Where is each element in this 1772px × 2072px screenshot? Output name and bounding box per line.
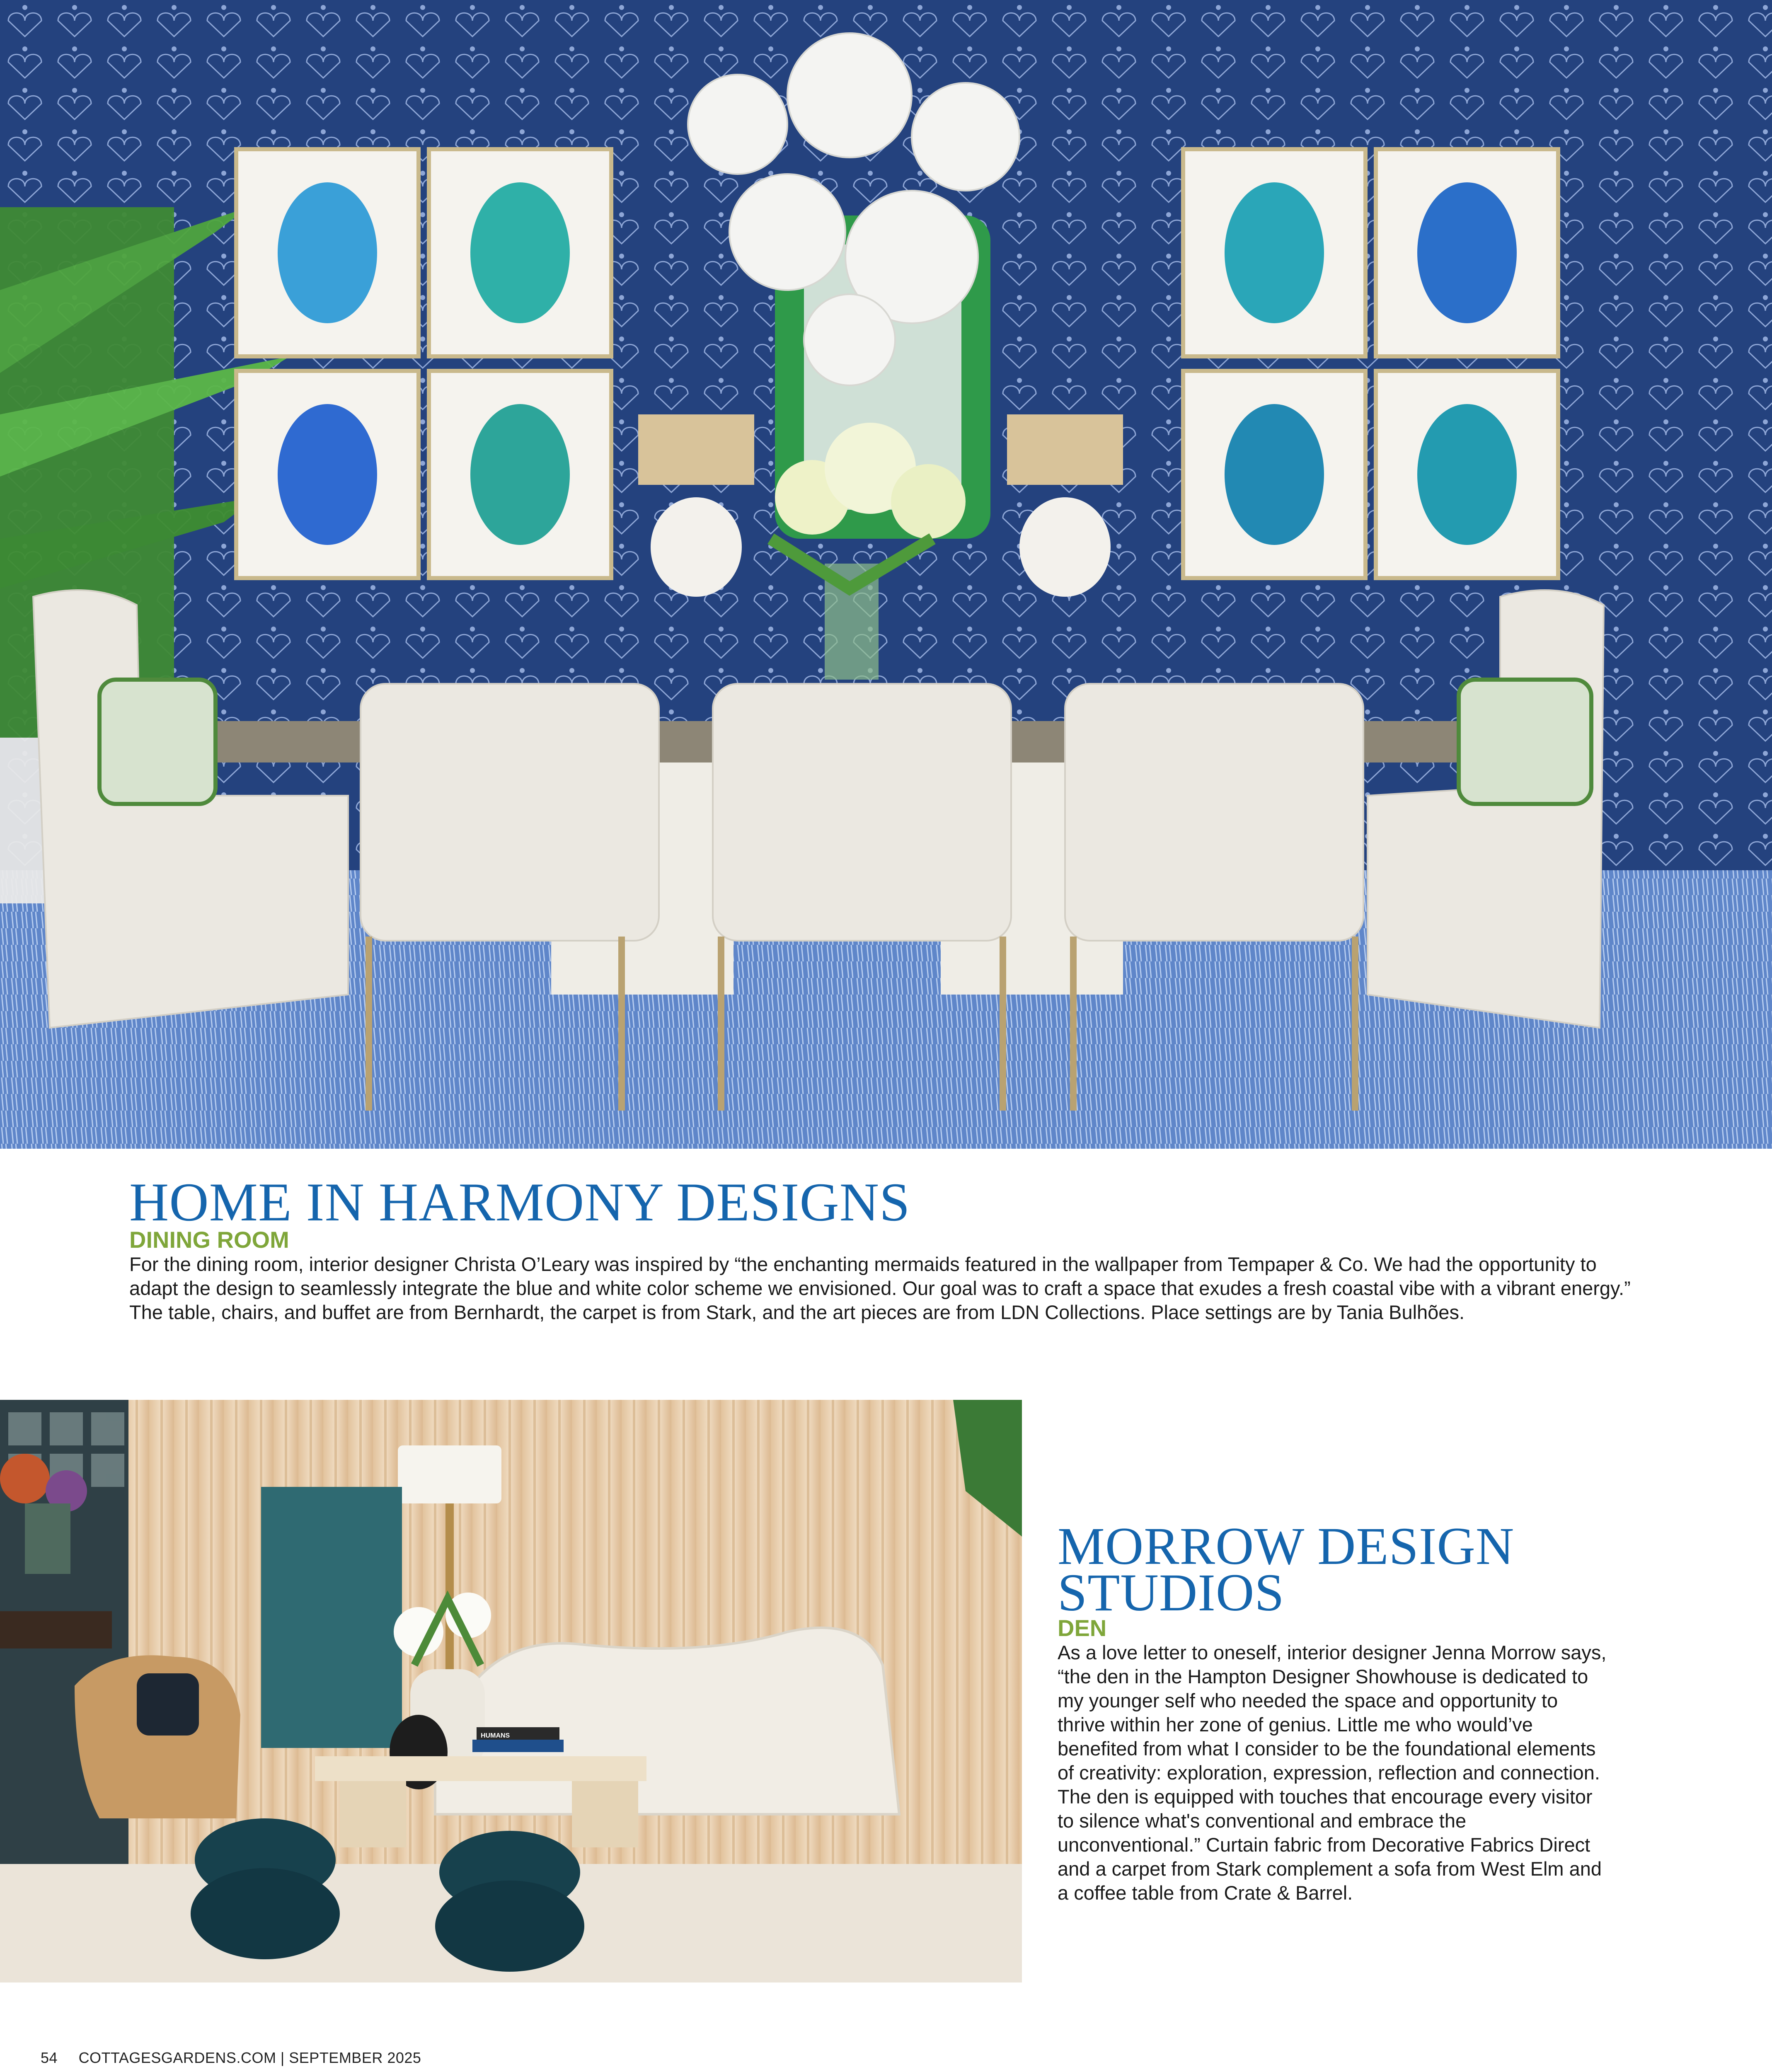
book-spine-label: HUMANS (481, 1732, 510, 1739)
page-number: 54 (41, 2049, 58, 2066)
den-photo (0, 1400, 1022, 1982)
section-morrow-design (1058, 1517, 1609, 1905)
publication-line: COTTAGESGARDENS.COM | SEPTEMBER 2025 (78, 2049, 421, 2066)
subhead-den: DEN (1058, 1615, 1107, 1641)
headline-morrow-design: MORROW DESIGN STUDIOS (1058, 1517, 1515, 1622)
body-den: As a love letter to oneself, interior designer Jenna Morrow says, “the den in the Hampton Designer Showhouse is dedicated to my younger self who needed the space and opportunity to thrive within her zone of genius. Little me who would’ve benefited from what I consider to be the foundational elements of creativity: exploration, expression, reflection and connection. The den is equipped with touches that encourage every visitor to silence what's conventional and embrace the unconventional.” Curtain fabric from Decorative Fabrics Direct and a carpet from Stark complement a sofa from West Elm and a coffee table from Crate & Barrel. (1058, 1641, 1607, 1904)
page-footer (41, 2049, 421, 2067)
section-home-in-harmony (129, 1172, 1642, 1324)
body-dining-room: For the dining room, interior designer Christa O’Leary was inspired by “the enchanting mermaids featured in the wallpaper from Tempaper & Co. We had the opportunity to adapt the design to seamlessly integrate the blue and white color scheme we envisioned. Our goal was to craft a space that exudes a fresh coastal vibe with a vibrant energy.” The table, chairs, and buffet are from Bernhardt, the carpet is from Stark, and the art pieces are from LDN Collections. Place settings are by Tania Bulhões. (129, 1253, 1631, 1323)
subhead-dining-room: DINING ROOM (129, 1227, 289, 1253)
headline-home-in-harmony: HOME IN HARMONY DESIGNS (129, 1172, 910, 1232)
